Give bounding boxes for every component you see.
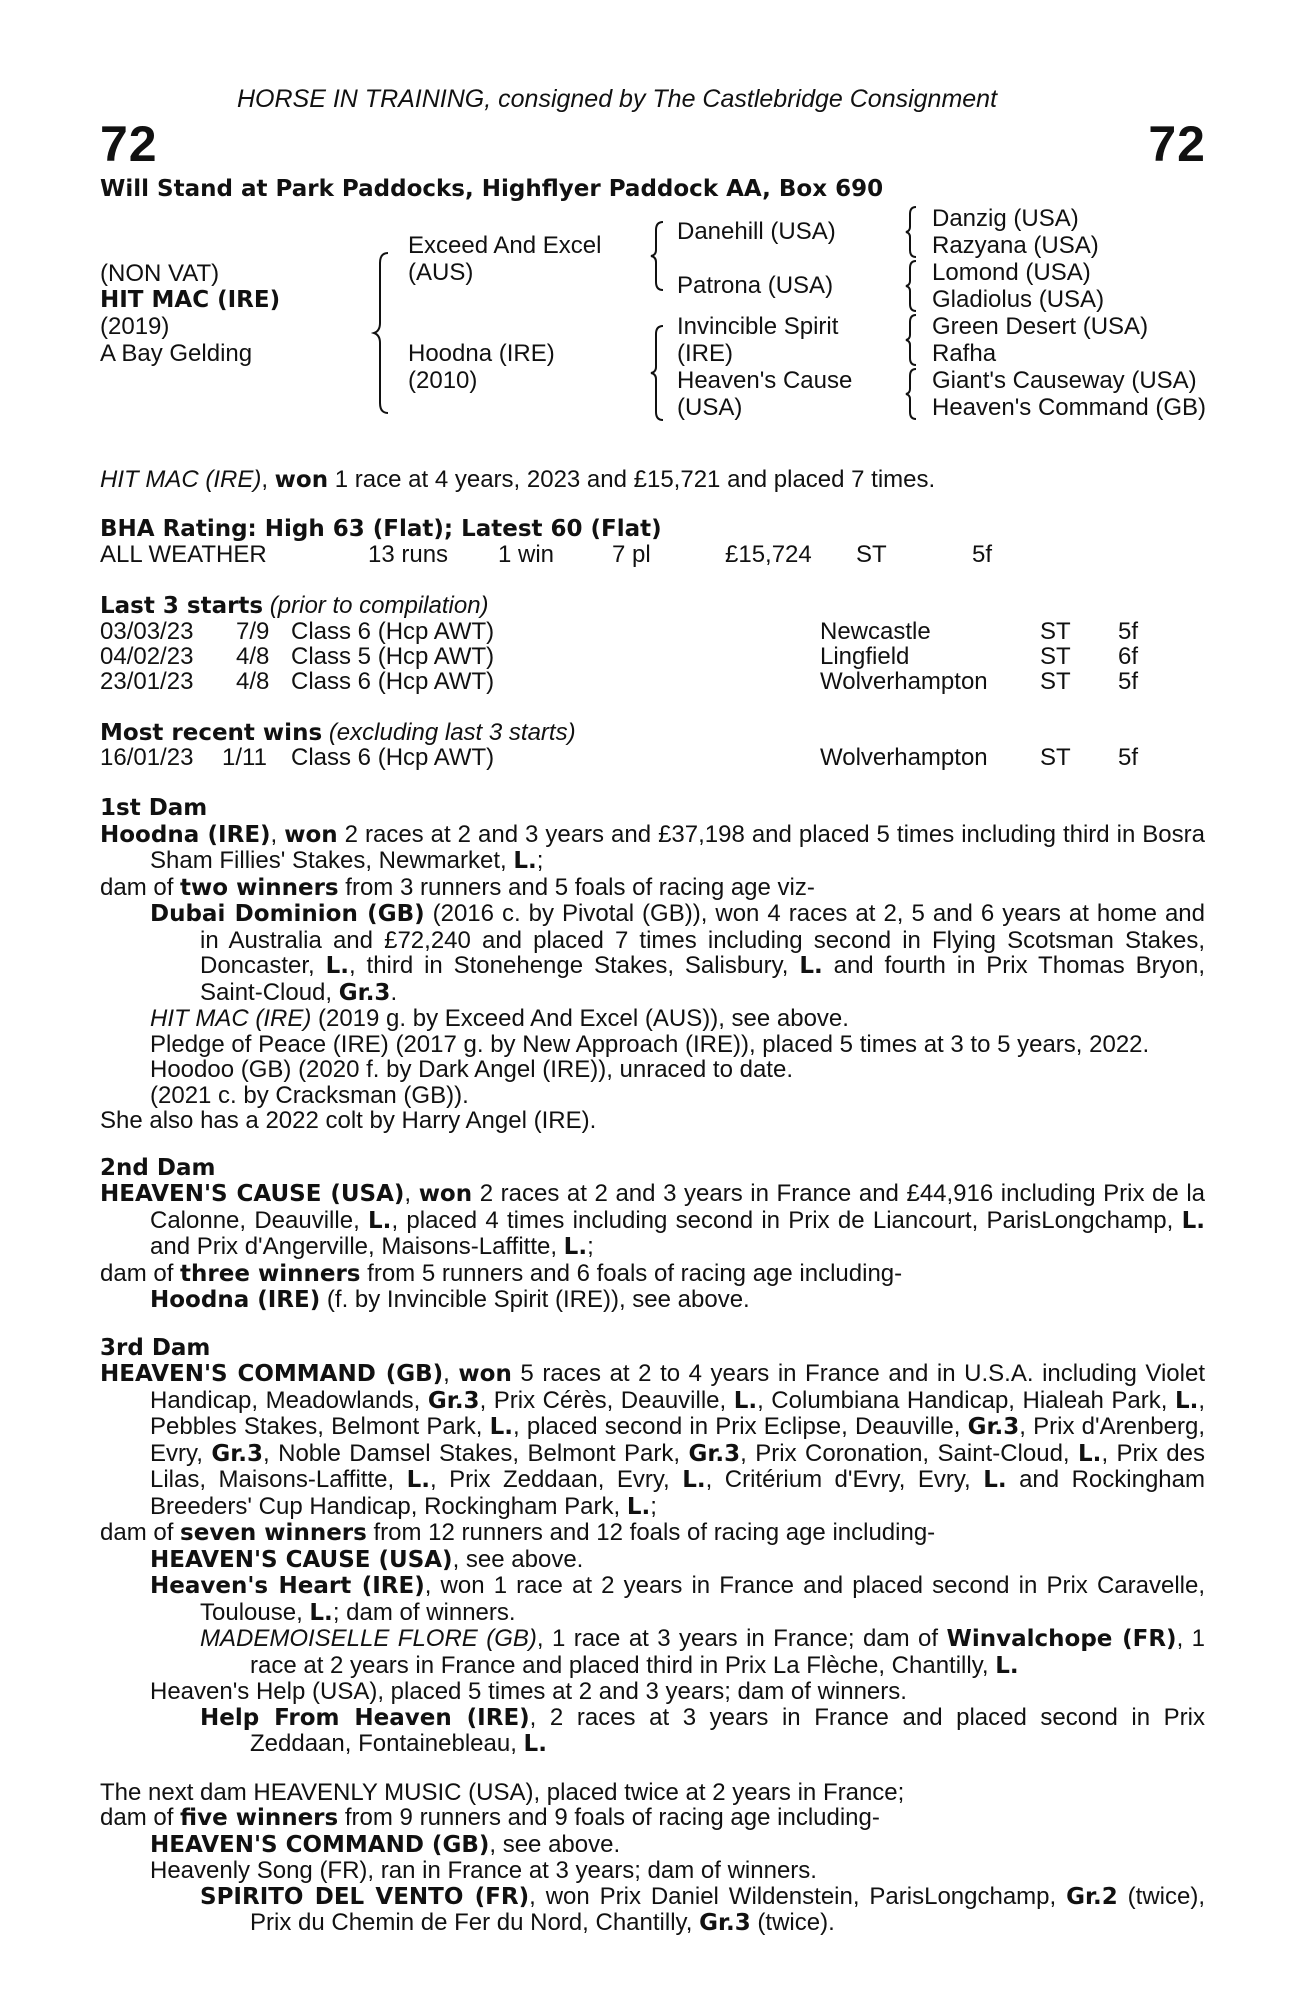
first-dam-foal: (2021 c. by Cracksman (GB)). xyxy=(150,1081,469,1109)
last-starts-note: (prior to compilation) xyxy=(269,592,489,619)
horse-year: (2019) xyxy=(100,313,170,340)
pedigree-sire: Exceed And Excel xyxy=(408,232,602,259)
start-going: ST xyxy=(1040,618,1071,645)
next-dam-foal: Heavenly Song (FR), ran in France at 3 years; dam of winners. xyxy=(150,1857,817,1884)
start-race: Class 6 (Hcp AWT) xyxy=(291,668,495,695)
lot-number-right: 72 xyxy=(1148,116,1206,172)
pedigree-brace-4 xyxy=(906,207,920,257)
third-dam-record: HEAVEN'S COMMAND (GB), won 5 races at 2 to 4 years in France and in U.S.A. including Violet Handicap, Meadowlands, Gr.3, Prix Cérès, Deauville, L., Columbiana Handicap, Hialeah Park, L., Pebbles Stakes, Belmont Park, L., placed second in Prix Eclipse, Deauville, Gr.3, Prix d'Arenberg, Evry, Gr.3, Noble Damsel Stakes, Belmont Park, Gr.3, Prix Coronation, Saint-Cloud, L., Prix des Lilas, Maisons-Laffitte, L., Prix Zeddaan, Evry, L., Critérium d'Evry, Evry, L. and Rockingham Breeders' Cup Handicap, Rockingham Park, L.; xyxy=(100,1360,1206,1520)
summary-won: won xyxy=(274,467,329,493)
pedigree-sire-country: (AUS) xyxy=(408,259,474,286)
third-dam-heading: 3rd Dam xyxy=(100,1334,211,1361)
second-dam-record: HEAVEN'S CAUSE (USA), won 2 races at 2 and 3 years in France and £44,916 including Prix de la Calonne, Deauville, L., placed 4 times including second in Prix de Liancourt, ParisLongchamp, L. and Prix d'Angerville, Maisons-Laffitte, L.; xyxy=(100,1180,1206,1260)
pedigree-brace-2 xyxy=(651,222,667,290)
pedigree-g3-1: Danzig (USA) xyxy=(932,205,1079,232)
first-dam-foal: Hoodoo (GB) (2020 f. by Dark Angel (IRE)), unraced to date. xyxy=(150,1056,793,1083)
summary-text: 1 race at 4 years, 2023 and £15,721 and placed 7 times. xyxy=(328,466,936,493)
last-starts-title: Last 3 starts xyxy=(100,593,264,619)
third-dam-grandson: Help From Heaven (IRE), 2 races at 3 years in France and placed second in Prix Zeddaan, Fontainebleau, L. xyxy=(200,1703,1206,1757)
vat-status: (NON VAT) xyxy=(100,260,220,287)
pedigree-brace-5 xyxy=(906,261,920,311)
lot-number-left: 72 xyxy=(100,116,158,172)
win-race: Class 6 (Hcp AWT) xyxy=(291,744,495,771)
second-dam-produce-summary: dam of three winners from 5 runners and 6 foals of racing age including- xyxy=(100,1259,903,1287)
first-dam-heading: 1st Dam xyxy=(100,795,208,821)
rating-placed: 7 pl xyxy=(612,541,651,568)
pedigree-dam-dam-country: (USA) xyxy=(677,394,743,421)
start-race: Class 6 (Hcp AWT) xyxy=(291,618,495,645)
start-course: Wolverhampton xyxy=(820,668,988,695)
win-course: Wolverhampton xyxy=(820,744,988,771)
start-date: 04/02/23 xyxy=(100,643,194,670)
page-header: HORSE IN TRAINING, consigned by The Castlebridge Consignment xyxy=(237,85,998,113)
second-dam-foal: Hoodna (IRE) (f. by Invincible Spirit (IRE)), see above. xyxy=(150,1286,750,1313)
win-distance: 5f xyxy=(1118,744,1139,771)
pedigree-dam-sire: Invincible Spirit xyxy=(677,313,839,340)
rating-earnings: £15,724 xyxy=(725,541,812,568)
pedigree-g3-6: Rafha xyxy=(932,340,997,367)
start-race: Class 5 (Hcp AWT) xyxy=(291,643,495,670)
pedigree-g3-5: Green Desert (USA) xyxy=(932,313,1149,340)
recent-wins-title: Most recent wins xyxy=(100,720,323,746)
start-date: 23/01/23 xyxy=(100,668,194,695)
third-dam-foal: Heaven's Help (USA), placed 5 times at 2 and 3 years; dam of winners. xyxy=(150,1678,907,1705)
pedigree-dam: Hoodna (IRE) xyxy=(408,340,555,367)
pedigree-g3-2: Razyana (USA) xyxy=(932,232,1099,259)
pedigree-dam-year: (2010) xyxy=(408,367,478,394)
summary-horse-name: HIT MAC (IRE) xyxy=(100,466,262,493)
stand-location: Will Stand at Park Paddocks, Highflyer Paddock AA, Box 690 xyxy=(100,176,884,202)
pedigree-dam-dam: Heaven's Cause xyxy=(677,367,853,394)
pedigree-g3-4: Gladiolus (USA) xyxy=(932,286,1105,313)
start-going: ST xyxy=(1040,643,1071,670)
pedigree-brace-3 xyxy=(651,326,667,420)
third-dam-foal: HEAVEN'S CAUSE (USA), see above. xyxy=(150,1545,584,1573)
pedigree-brace-1 xyxy=(374,253,394,413)
first-dam-foal: Dubai Dominion (GB) (2016 c. by Pivotal (GB)), won 4 races at 2, 5 and 6 years at home and in Australia and £72,240 and placed 7 times including second in Flying Scotsman Stakes, Doncaster, L., third in Stonehenge Stakes, Salisbury, L. and fourth in Prix Thomas Bryon, Saint-Cloud, Gr.3. xyxy=(150,900,1205,1006)
first-dam-record: Hoodna (IRE), won 2 races at 2 and 3 years and £37,198 and placed 5 times including third in Bosra Sham Fillies' Stakes, Newmarket, L.; xyxy=(100,820,1205,874)
start-course: Newcastle xyxy=(820,618,931,645)
third-dam-foal: Heaven's Heart (IRE), won 1 race at 2 years in France and placed second in Prix Caravelle, Toulouse, L.; dam of winners. xyxy=(150,1572,1205,1626)
recent-wins-heading xyxy=(100,720,576,746)
first-dam-also: She also has a 2022 colt by Harry Angel (IRE). xyxy=(100,1107,597,1134)
third-dam-granddaughter: MADEMOISELLE FLORE (GB), 1 race at 3 years in France; dam of Winvalchope (FR), 1 race at 2 years in France and placed third in Prix La Flèche, Chantilly, L. xyxy=(200,1625,1206,1679)
horse-name: HIT MAC (IRE) xyxy=(100,287,281,313)
next-dam-foal: HEAVEN'S COMMAND (GB), see above. xyxy=(150,1830,621,1858)
rating-runs: 13 runs xyxy=(368,541,449,568)
start-distance: 5f xyxy=(1118,668,1139,695)
second-dam-heading: 2nd Dam xyxy=(100,1154,216,1181)
recent-wins-note: (excluding last 3 starts) xyxy=(328,719,576,746)
pedigree-g3-7: Giant's Causeway (USA) xyxy=(932,367,1197,394)
dam-sections xyxy=(100,796,1205,1937)
horse-description: A Bay Gelding xyxy=(100,340,253,367)
win-date: 16/01/23 xyxy=(100,744,194,771)
pedigree-dam-sire-country: (IRE) xyxy=(677,340,733,367)
pedigree-g3-3: Lomond (USA) xyxy=(932,259,1091,286)
rating-wins: 1 win xyxy=(498,541,555,568)
pedigree-g3-8: Heaven's Command (GB) xyxy=(932,394,1207,421)
start-course: Lingfield xyxy=(820,643,910,670)
win-position: 1/11 xyxy=(222,744,267,771)
pedigree-sire-dam: Patrona (USA) xyxy=(677,272,834,299)
third-dam-produce-summary: dam of seven winners from 12 runners and 12 foals of racing age including- xyxy=(100,1519,936,1546)
rating-distance: 5f xyxy=(972,541,993,568)
next-dam-grandson: SPIRITO DEL VENTO (FR), won Prix Daniel Wildenstein, ParisLongchamp, Gr.2 (twice), Prix du Chemin de Fer du Nord, Chantilly, Gr.3 (twice). xyxy=(200,1882,1206,1936)
pedigree-sire-sire: Danehill (USA) xyxy=(677,218,836,245)
start-date: 03/03/23 xyxy=(100,618,194,645)
rating-going: ST xyxy=(856,541,887,568)
bha-rating: BHA Rating: High 63 (Flat); Latest 60 (Flat) xyxy=(100,516,662,542)
start-position: 4/8 xyxy=(236,668,270,695)
last-starts-heading xyxy=(100,593,489,619)
start-distance: 6f xyxy=(1118,643,1139,670)
win-going: ST xyxy=(1040,744,1071,771)
next-dam-record: The next dam HEAVENLY MUSIC (USA), placed twice at 2 years in France; xyxy=(100,1778,905,1806)
pedigree-brace-6 xyxy=(906,315,920,365)
first-dam-foal: HIT MAC (IRE) (2019 g. by Exceed And Excel (AUS)), see above. xyxy=(150,1005,849,1032)
rating-surface: ALL WEATHER xyxy=(100,541,267,568)
start-going: ST xyxy=(1040,668,1071,695)
pedigree-brace-7 xyxy=(906,369,920,419)
start-position: 7/9 xyxy=(236,618,270,645)
race-summary: HIT MAC (IRE), won 1 race at 4 years, 2023 and £15,721 and placed 7 times. xyxy=(100,466,936,493)
start-distance: 5f xyxy=(1118,618,1139,645)
next-dam-produce-summary: dam of five winners from 9 runners and 9 foals of racing age including- xyxy=(100,1804,880,1831)
start-position: 4/8 xyxy=(236,643,270,670)
first-dam-produce-summary: dam of two winners from 3 runners and 5 foals of racing age viz- xyxy=(100,873,815,901)
first-dam-foal: Pledge of Peace (IRE) (2017 g. by New Approach (IRE)), placed 5 times at 3 to 5 years, 2022. xyxy=(150,1030,1150,1058)
